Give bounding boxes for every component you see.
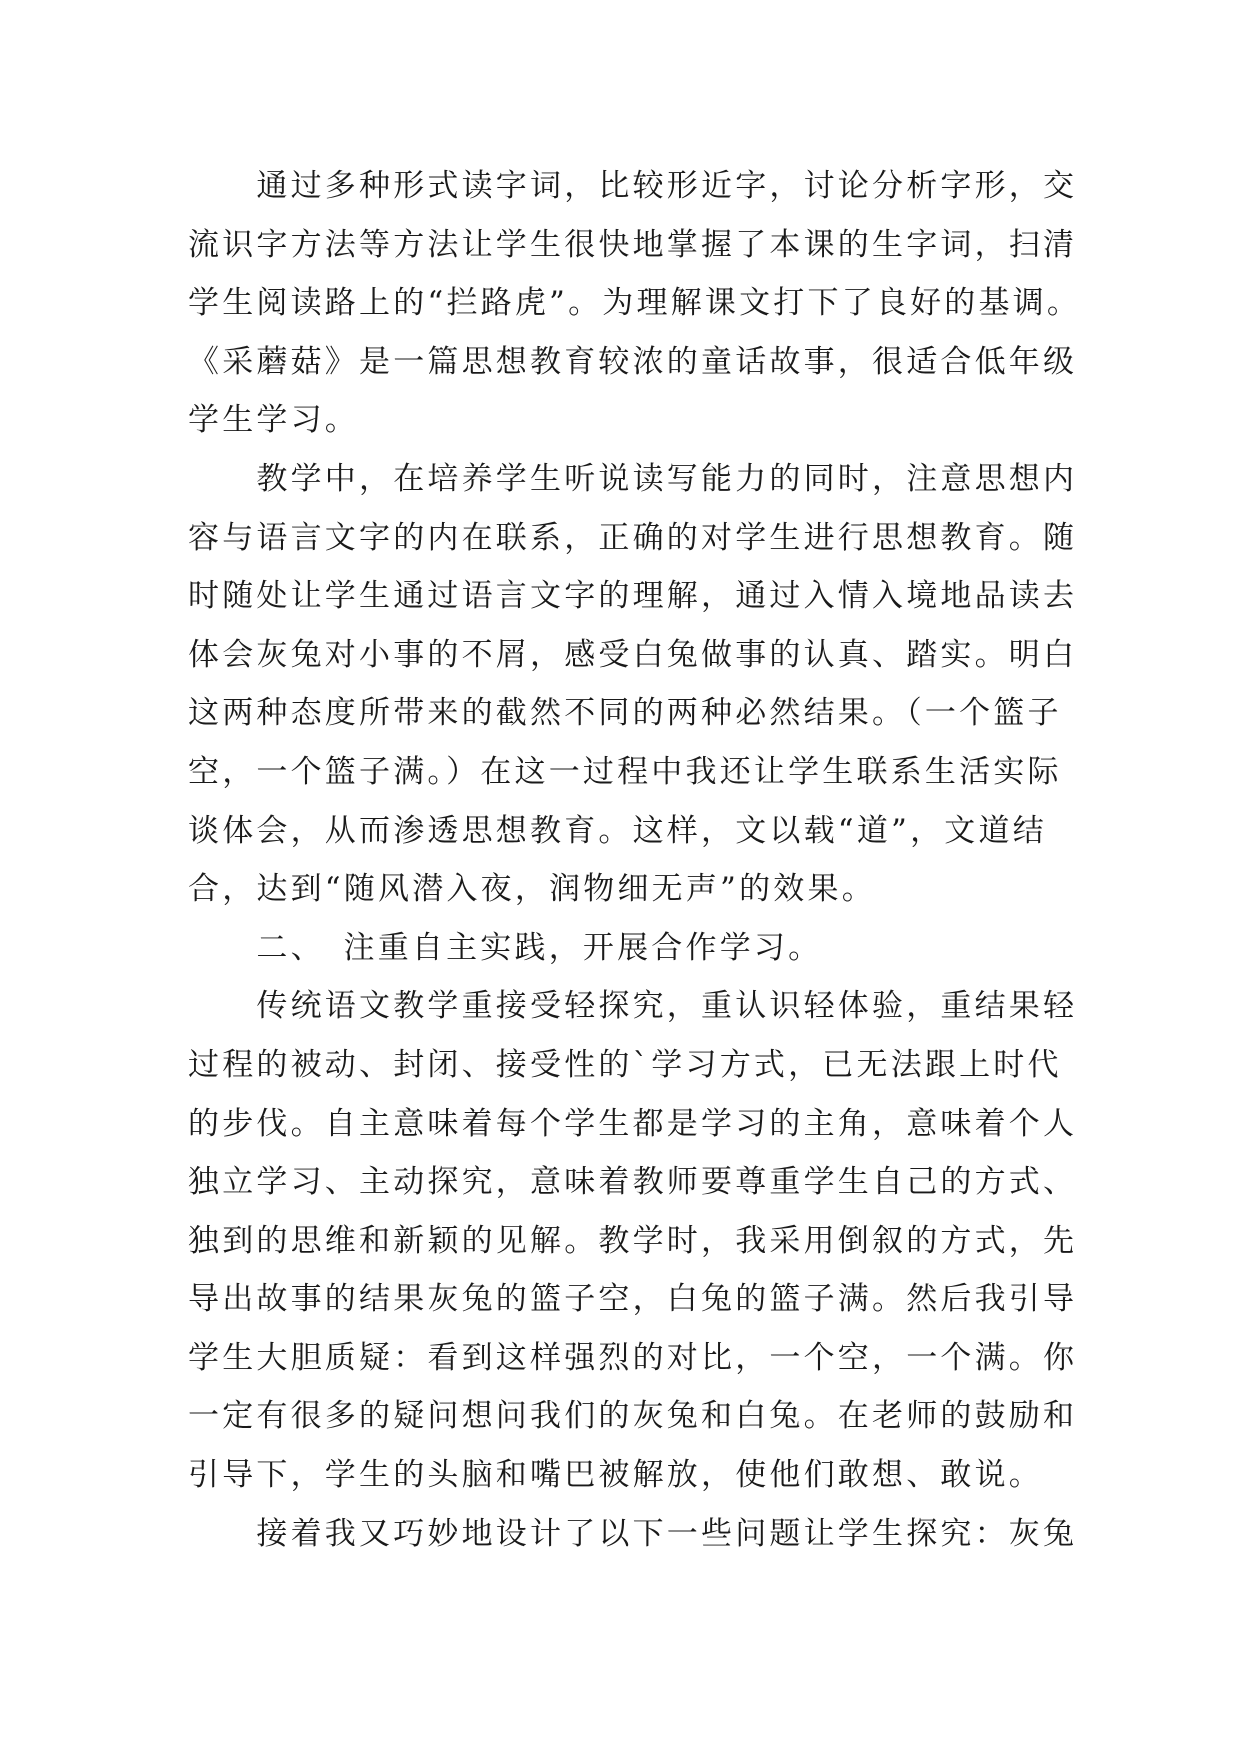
section-heading: 二、 注重自主实践，开展合作学习。	[188, 929, 823, 966]
text-line: 流识字方法等方法让学生很快地掌握了本课的生字词，扫清	[188, 226, 1078, 263]
text-line: 独立学习、主动探究，意味着教师要尊重学生自己的方式、	[188, 1164, 1078, 1201]
text-line: 学生阅读路上的“拦路虎”。为理解课文打下了良好的基调。	[188, 285, 1082, 322]
text-line: 导出故事的结果灰兔的篮子空，白兔的篮子满。然后我引导	[188, 1281, 1078, 1318]
text-line: 教学中，在培养学生听说读写能力的同时，注意思想内	[188, 460, 1078, 497]
body-text	[188, 157, 1088, 1563]
text-line: 合，达到“随风潜入夜，润物细无声”的效果。	[188, 871, 876, 908]
text-line: 学生学习。	[188, 402, 359, 439]
text-line: 传统语文教学重接受轻探究，重认识轻体验，重结果轻	[188, 988, 1078, 1025]
text-line: 体会灰兔对小事的不屑，感受白兔做事的认真、踏实。明白	[188, 636, 1078, 673]
text-line: 一定有很多的疑问想问我们的灰兔和白兔。在老师的鼓励和	[188, 1398, 1078, 1435]
text-line: 这两种态度所带来的截然不同的两种必然结果。（一个篮子	[188, 695, 1062, 732]
text-line: 接着我又巧妙地设计了以下一些问题让学生探究：灰兔	[188, 1515, 1078, 1552]
text-line: 过程的被动、封闭、接受性的`学习方式，已无法跟上时代	[188, 1046, 1062, 1083]
text-line: 时随处让学生通过语言文字的理解，通过入情入境地品读去	[188, 578, 1078, 615]
text-line: 独到的思维和新颖的见解。教学时，我采用倒叙的方式，先	[188, 1222, 1078, 1259]
text-line: 引导下，学生的头脑和嘴巴被解放，使他们敢想、敢说。	[188, 1457, 1043, 1494]
text-line: 容与语言文字的内在联系，正确的对学生进行思想教育。随	[188, 519, 1078, 556]
text-line: 的步伐。自主意味着每个学生都是学习的主角，意味着个人	[188, 1105, 1078, 1142]
text-line: 谈体会，从而渗透思想教育。这样，文以载“道”，文道结	[188, 812, 1047, 849]
text-line: 学生大胆质疑：看到这样强烈的对比，一个空，一个满。你	[188, 1339, 1078, 1376]
text-line: 《采蘑菇》是一篇思想教育较浓的童话故事，很适合低年级	[188, 343, 1078, 380]
text-line: 通过多种形式读字词，比较形近字，讨论分析字形，交	[188, 168, 1078, 204]
text-line: 空，一个篮子满。）在这一过程中我还让学生联系生活实际	[188, 753, 1062, 790]
